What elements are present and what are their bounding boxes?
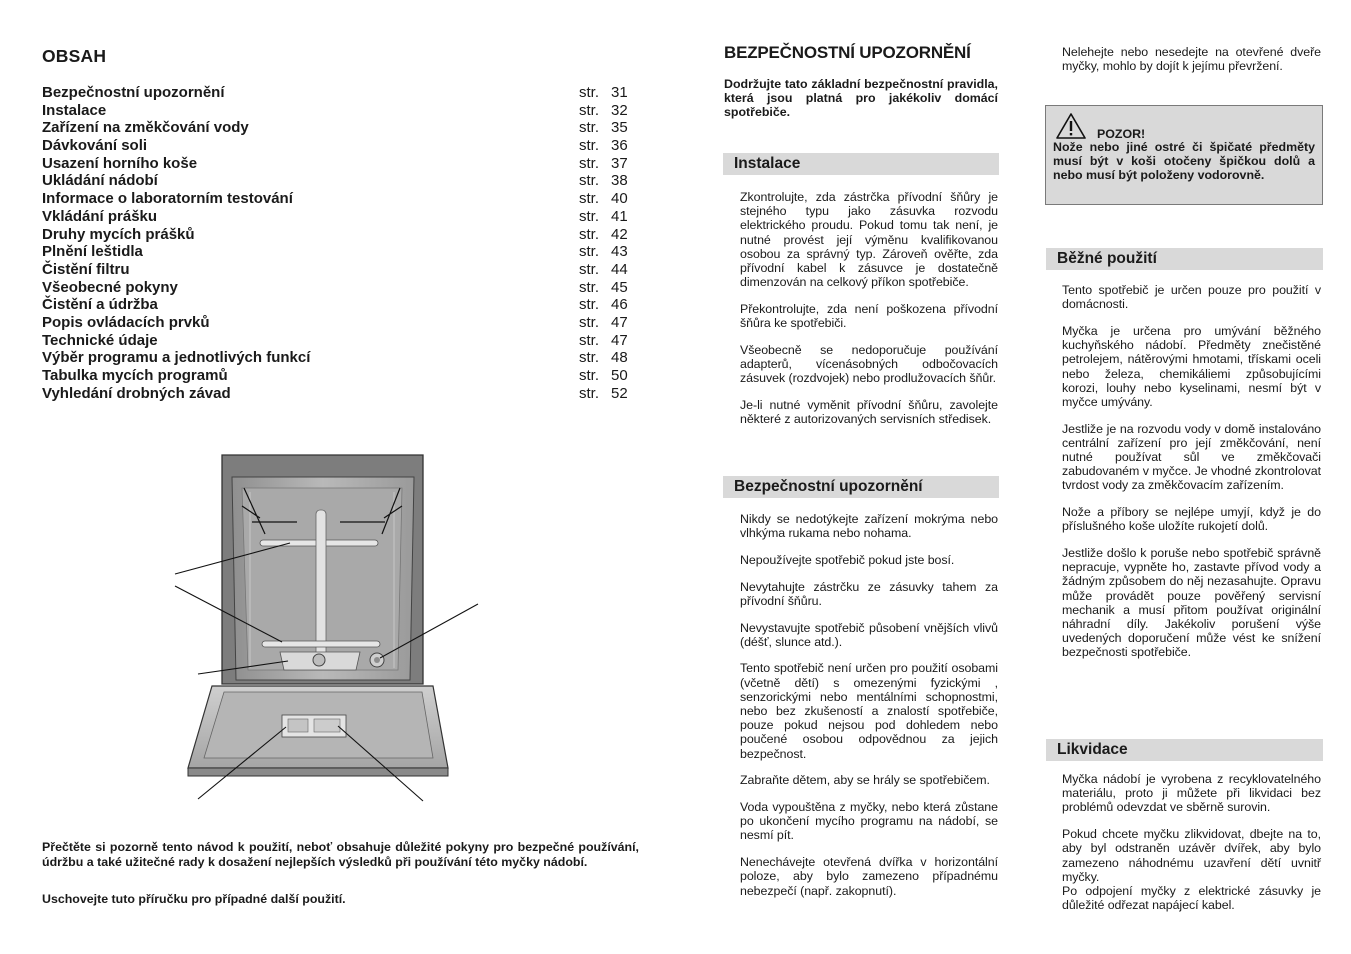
paragraph: Nože a příbory se nejlépe umyjí, když je do příslušného koše uložíte rukojetí dolů. bbox=[1062, 505, 1321, 534]
section-heading-likvidace: Likvidace bbox=[1046, 739, 1323, 761]
toc-item-str: str. bbox=[579, 154, 600, 172]
toc-item-label: Popis ovládacích prvků bbox=[42, 313, 210, 331]
toc-item-page: 32 bbox=[611, 101, 628, 119]
dishwasher-diagram bbox=[170, 448, 490, 808]
toc-item-page: 44 bbox=[611, 260, 628, 278]
toc-item-label: Tabulka mycích programů bbox=[42, 367, 228, 384]
toc-list bbox=[42, 84, 634, 402]
toc-item-str: str. bbox=[579, 172, 600, 190]
section-heading-bezne-pouziti: Běžné použití bbox=[1046, 248, 1323, 270]
bezne-pouziti-text bbox=[1062, 283, 1321, 672]
paragraph: Překontrolujte, zda není poškozena přívodní šňůra ke spotřebiči. bbox=[740, 301, 998, 331]
toc-item-page: 52 bbox=[611, 384, 628, 402]
toc-item bbox=[42, 172, 634, 190]
warning-box bbox=[1045, 105, 1323, 205]
toc-item bbox=[42, 367, 634, 385]
toc-item bbox=[42, 226, 634, 244]
toc-item-label: Vkládání prášku bbox=[42, 207, 158, 225]
toc-item-str: str. bbox=[579, 225, 600, 243]
paragraph: Voda vypouštěna z myčky, nebo která zůstane po ukončení mycího programu na nádobí, se nesmí pít. bbox=[740, 800, 998, 843]
toc-item bbox=[42, 119, 634, 137]
paragraph: Jestliže je na rozvodu vody v domě instalováno centrální zařízení pro její změkčování, není nutné používat sůl ve změkčovači zabudovaném v myčce. Je vhodné zkontrolovat tvrdost vody za změkčovacím zařízením. bbox=[1062, 421, 1321, 493]
toc-item bbox=[42, 349, 634, 367]
paragraph: Nikdy se nedotýkejte zařízení mokrýma nebo vlhkýma rukama nebo nohama. bbox=[740, 512, 998, 541]
toc-item-str: str. bbox=[579, 313, 600, 331]
toc-item-str: str. bbox=[579, 243, 600, 261]
toc-item-page: 38 bbox=[611, 172, 628, 190]
paragraph: Nepoužívejte spotřebič pokud jste bosí. bbox=[740, 552, 955, 567]
toc-item-page: 41 bbox=[611, 207, 628, 225]
toc-item-page: 43 bbox=[611, 243, 628, 261]
toc-item-page: 45 bbox=[611, 278, 628, 296]
toc-item-str: str. bbox=[579, 190, 600, 208]
warning-header bbox=[1053, 110, 1315, 140]
toc-item bbox=[42, 261, 634, 279]
paragraph: Tento spotřebič je určen pouze pro použití v domácnosti. bbox=[1062, 283, 1321, 312]
section-heading-instalace: Instalace bbox=[723, 153, 999, 175]
toc-item-str: str. bbox=[579, 137, 600, 155]
toc-item bbox=[42, 137, 634, 155]
toc-item-label: Čistění filtru bbox=[42, 260, 130, 278]
toc-item-page: 40 bbox=[611, 190, 628, 208]
toc-item bbox=[42, 385, 634, 403]
warning-text: Nože nebo jiné ostré či špičaté předměty musí být v koši otočeny špičkou dolů a nebo musí být položeny vodorovně. bbox=[1053, 140, 1315, 183]
toc-item-page: 35 bbox=[611, 119, 628, 137]
toc-item-page: 31 bbox=[611, 84, 628, 101]
toc-item-label: Bezpečnostní upozornění bbox=[42, 84, 225, 101]
paragraph: Zabraňte dětem, aby se hrály se spotřebičem. bbox=[740, 773, 990, 788]
toc-item-str: str. bbox=[579, 119, 600, 137]
read-instructions-note: Přečtěte si pozorně tento návod k použití, neboť obsahuje důležité pokyny pro bezpečné používání, údržbu a také užitečné rady k dosažení nejlepších výsledků při používání této myčky nádobí. bbox=[42, 840, 639, 869]
toc-item-str: str. bbox=[579, 384, 600, 402]
toc-item-page: 48 bbox=[611, 349, 628, 367]
toc-item-page: 36 bbox=[611, 137, 628, 155]
toc-item-label: Výběr programu a jednotlivých funkcí bbox=[42, 349, 311, 367]
section-heading-bezpecnostni: Bezpečnostní upozornění bbox=[723, 476, 999, 498]
toc-item-label: Instalace bbox=[42, 101, 107, 119]
toc-item-page: 47 bbox=[611, 313, 628, 331]
toc-item-label: Zařízení na změkčování vody bbox=[42, 119, 249, 137]
toc-item-str: str. bbox=[579, 296, 600, 314]
toc-item-page: 46 bbox=[611, 296, 628, 314]
toc-item-label: Plnění leštidla bbox=[42, 243, 143, 261]
toc-item bbox=[42, 314, 634, 332]
toc-item bbox=[42, 208, 634, 226]
keep-manual-note: Uschovejte tuto příručku pro případné další použití. bbox=[42, 892, 346, 906]
instalace-text bbox=[740, 190, 998, 439]
safety-title: BEZPEČNOSTNÍ UPOZORNĚNÍ bbox=[724, 43, 971, 62]
paragraph: Pokud chcete myčku zlikvidovat, dbejte na to, aby byl odstraněn uzávěr dvířek, aby bylo zamezeno náhodnému uzavření dětí uvnitř myčky. Po odpojení myčky z elektrické zásuvky je důležité odřezat napájecí kabel. bbox=[1062, 827, 1321, 913]
toc-item-str: str. bbox=[579, 260, 600, 278]
toc-item-str: str. bbox=[579, 367, 600, 384]
toc-item-str: str. bbox=[579, 101, 600, 119]
toc-item-label: Čistění a údržba bbox=[42, 296, 158, 314]
toc-item bbox=[42, 243, 634, 261]
door-warning-paragraph: Nelehejte nebo nesedejte na otevřené dveře myčky, mohlo by dojít k jejímu převržení. bbox=[1062, 45, 1321, 74]
toc-item-page: 42 bbox=[611, 225, 628, 243]
toc-item-str: str. bbox=[579, 278, 600, 296]
bezpecnostni-text bbox=[740, 512, 998, 910]
warning-triangle-icon bbox=[1055, 112, 1087, 140]
toc-item-page: 37 bbox=[611, 154, 628, 172]
toc-item-page: 50 bbox=[611, 367, 628, 384]
toc-item bbox=[42, 190, 634, 208]
paragraph: Je-li nutné vyměnit přívodní šňůru, zavolejte některé z autorizovaných servisních středisek. bbox=[740, 397, 998, 427]
toc-item-label: Vyhledání drobných závad bbox=[42, 384, 231, 402]
paragraph: Zkontrolujte, zda zástrčka přívodní šňůry je stejného typu jako zásuvka rozvodu elektrického proudu. Pokud tomu tak není, je nutné provést její výměnu kvalifikovanou osobou za správný typ. Zároveň ověřte, zda přívodní kabel k zásuvce je dostatečně dimenzován na celkový příkon spotřebiče. bbox=[740, 190, 998, 290]
toc-item bbox=[42, 296, 634, 314]
toc-item-label: Druhy mycích prášků bbox=[42, 225, 195, 243]
likvidace-text bbox=[1062, 772, 1321, 925]
door-warning-text bbox=[1062, 45, 1321, 86]
paragraph: Nevytahujte zástrčku ze zásuvky tahem za přívodní šňůru. bbox=[740, 579, 998, 608]
safety-lead: Dodržujte tato základní bezpečnostní pravidla, která jsou platná pro jakékoliv domácí spotřebiče. bbox=[724, 77, 998, 120]
toc-item-label: Technické údaje bbox=[42, 331, 158, 349]
toc-item-str: str. bbox=[579, 349, 600, 367]
paragraph: Tento spotřebič není určen pro použití osobami (včetně dětí) s omezenými fyzickými , senzorickými nebo mentálními schopnostmi, nebo bez zkušeností a znalostí spotřebiče, pouze pokud nejsou pod dohledem nebo poučené osobou odpovědnou za jejich bezpečnost. bbox=[740, 661, 998, 761]
toc-item bbox=[42, 102, 634, 120]
paragraph: Jestliže došlo k poruše nebo spotřebič správně nepracuje, vypněte ho, zastavte přívod vody a žádným způsobem do něj nezasahujte. Opravu může provádět pouze pověřený servisní mechanik a musí přitom používat originální náhradní díly. Jakékoliv porušení výše uvedených doporučení může vést ke snížení bezpečnosti spotřebiče. bbox=[1062, 546, 1321, 660]
paragraph: Všeobecně se nedoporučuje používání adapterů, vícenásobných odbočovacích zásuvek (rozdvojek) nebo prodlužovacích šňůr. bbox=[740, 342, 998, 386]
toc-item-label: Ukládání nádobí bbox=[42, 172, 158, 190]
toc-item-label: Dávkování soli bbox=[42, 137, 148, 155]
paragraph: Nevystavujte spotřebič působení vnějších vlivů (déšť, slunce atd.). bbox=[740, 620, 998, 649]
lower-spray-arm bbox=[262, 641, 380, 647]
paragraph: Myčka je určena pro umývání běžného kuchyňského nádobí. Předměty znečistěné petrolejem, nátěrovými hmotami, třískami oceli nebo železa, chemikáliemi způsobujícími korozi, louhy nebo kyselinami, nesmí být v myčce umývány. bbox=[1062, 323, 1321, 409]
paragraph: Nenechávejte otevřená dvířka v horizontální poloze, aby bylo zamezeno případnému nebezpečí (např. zakopnutí). bbox=[740, 855, 998, 898]
toc-item-str: str. bbox=[579, 331, 600, 349]
toc-item-str: str. bbox=[579, 84, 600, 101]
toc-item-page: 47 bbox=[611, 331, 628, 349]
paragraph: Myčka nádobí je vyrobena z recyklovatelného materiálu, proto ji můžete při likvidaci bez problémů odevzdat ve sběrně surovin. bbox=[1062, 772, 1321, 815]
toc-item-label: Informace o laboratorním testování bbox=[42, 190, 293, 208]
toc-item bbox=[42, 279, 634, 297]
toc-item-label: Usazení horního koše bbox=[42, 154, 198, 172]
toc-title: OBSAH bbox=[42, 46, 107, 66]
toc-item-label: Všeobecné pokyny bbox=[42, 278, 178, 296]
toc-item-str: str. bbox=[579, 207, 600, 225]
toc-item bbox=[42, 155, 634, 173]
warning-label: POZOR! bbox=[1097, 127, 1146, 141]
toc-item bbox=[42, 84, 634, 102]
toc-item bbox=[42, 332, 634, 350]
